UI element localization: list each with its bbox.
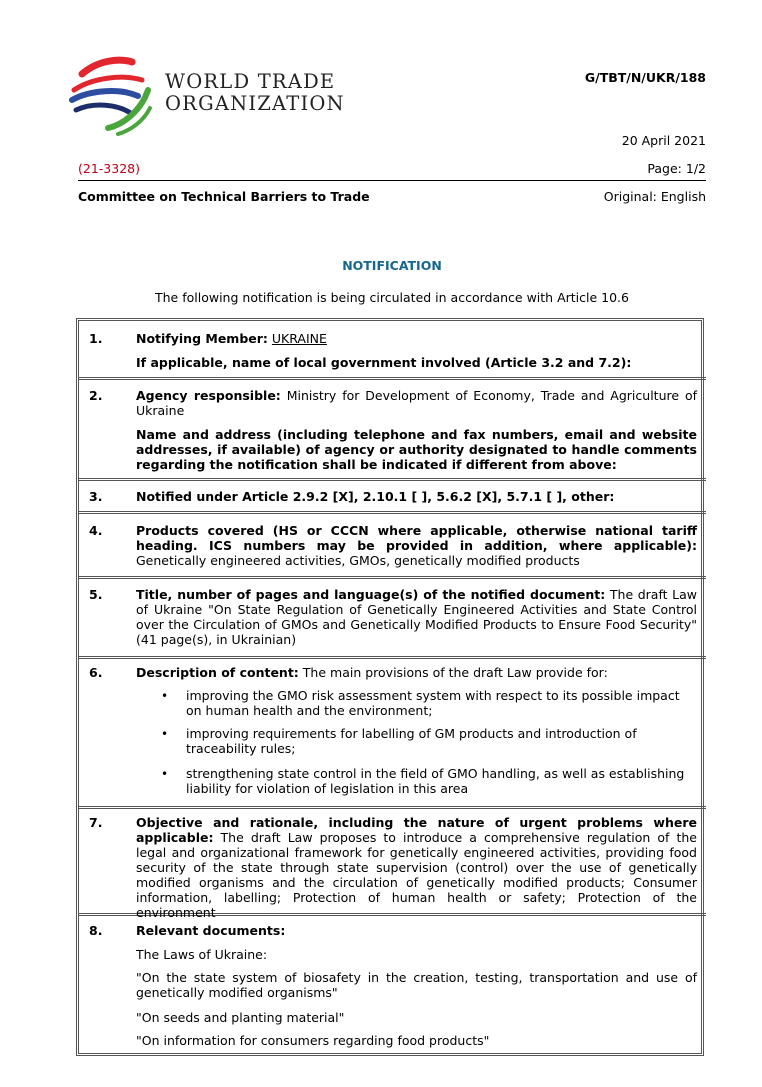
row-divider [78, 656, 706, 659]
bullet-marker: • [161, 689, 169, 703]
notification-intro: The following notification is being circulated in accordance with Article 10.6 [155, 290, 629, 305]
relevant-document-line: The Laws of Ukraine: [136, 947, 268, 962]
item-number: 6. [89, 665, 103, 680]
item-value: The draft Law proposes to introduce a comprehensive regulation of the legal and organizational framework for genetically engineered activities, providing food security of the state through state supervision (control) over the use of genetically modified organisms and the circulation of genetically modified products; Consumer information, labelling; Protection of human health or safety; Protection of the environment [136, 830, 697, 920]
header-divider [78, 180, 706, 181]
wto-logo [68, 50, 156, 136]
item-value: Genetically engineered activities, GMOs, genetically modified products [136, 553, 580, 568]
item-label: Agency responsible: [136, 388, 281, 403]
org-name-line1: WORLD TRADE [165, 70, 336, 93]
bullet-item: improving the GMO risk assessment system with respect to its possible impact on human health and the environment; [186, 688, 680, 718]
item-3-notified-under: Notified under Article 2.9.2 [X], 2.10.1 [ ], 5.6.2 [X], 5.7.1 [ ], other: [136, 489, 615, 504]
item-label: Description of content: [136, 665, 299, 680]
item-value: The main provisions of the draft Law provide for: [302, 665, 608, 680]
notification-title: NOTIFICATION [342, 258, 442, 273]
item-1-local-government: If applicable, name of local government involved (Article 3.2 and 7.2): [136, 355, 632, 370]
item-number: 8. [89, 923, 103, 938]
page-number: Page: 1/2 [647, 161, 706, 176]
item-label: Notifying Member: [136, 331, 268, 346]
item-number: 1. [89, 331, 103, 346]
item-5-title [136, 587, 697, 647]
bullet-item: improving requirements for labelling of GM products and introduction of traceability rules; [186, 726, 637, 756]
relevant-document-line: "On seeds and planting material" [136, 1010, 345, 1025]
item-8-relevant-documents: Relevant documents: [136, 923, 286, 938]
item-number: 7. [89, 815, 103, 830]
item-label: Objective and rationale, including the nature of urgent problems where applicable: [136, 815, 697, 845]
item-number: 5. [89, 587, 103, 602]
item-number: 4. [89, 523, 103, 538]
item-label: Products covered (HS or CCCN where applicable, otherwise national tariff heading. ICS numbers may be provided in addition, where applicable): [136, 523, 697, 553]
item-number: 2. [89, 388, 103, 403]
relevant-document-line: "On information for consumers regarding food products" [136, 1033, 490, 1048]
item-4-products [136, 523, 697, 568]
relevant-document-line: "On the state system of biosafety in the creation, testing, transportation and use of genetically modified organisms" [136, 970, 697, 1000]
item-6-description [136, 665, 697, 680]
item-2-agency [136, 388, 697, 418]
row-divider [78, 806, 706, 809]
org-name-line2: ORGANIZATION [165, 92, 345, 115]
item-label: Title, number of pages and language(s) of the notified document: [136, 587, 606, 602]
row-divider [78, 377, 706, 380]
document-code: (21-3328) [78, 161, 140, 176]
item-value: Ministry for Development of Economy, Trade and Agriculture of Ukraine [136, 388, 697, 418]
bullet-item: strengthening state control in the field of GMO handling, as well as establishing liability for violation of legislation in this area [186, 766, 685, 796]
bullet-marker: • [161, 767, 169, 781]
document-date: 20 April 2021 [621, 133, 706, 148]
item-1-notifying-member [136, 331, 697, 346]
item-value: The draft Law of Ukraine "On State Regulation of Genetically Engineered Activities and State Control over the Circulation of GMOs and Genetically Modified Products to Ensure Food Security" (41 page(s), in Ukrainian) [136, 587, 697, 647]
bullet-marker: • [161, 727, 169, 741]
row-divider [78, 478, 706, 481]
committee-name: Committee on Technical Barriers to Trade [78, 189, 370, 204]
original-language: Original: English [603, 189, 706, 204]
row-divider [78, 576, 706, 579]
document-symbol: G/TBT/N/UKR/188 [584, 70, 706, 85]
item-2-contact: Name and address (including telephone and fax numbers, email and website addresses, if available) of agency or authority designated to handle comments regarding the notification shall be indicated if different from above: [136, 427, 697, 472]
item-7-objective [136, 815, 697, 920]
row-divider [78, 511, 706, 514]
item-number: 3. [89, 489, 103, 504]
item-value: UKRAINE [271, 331, 327, 346]
